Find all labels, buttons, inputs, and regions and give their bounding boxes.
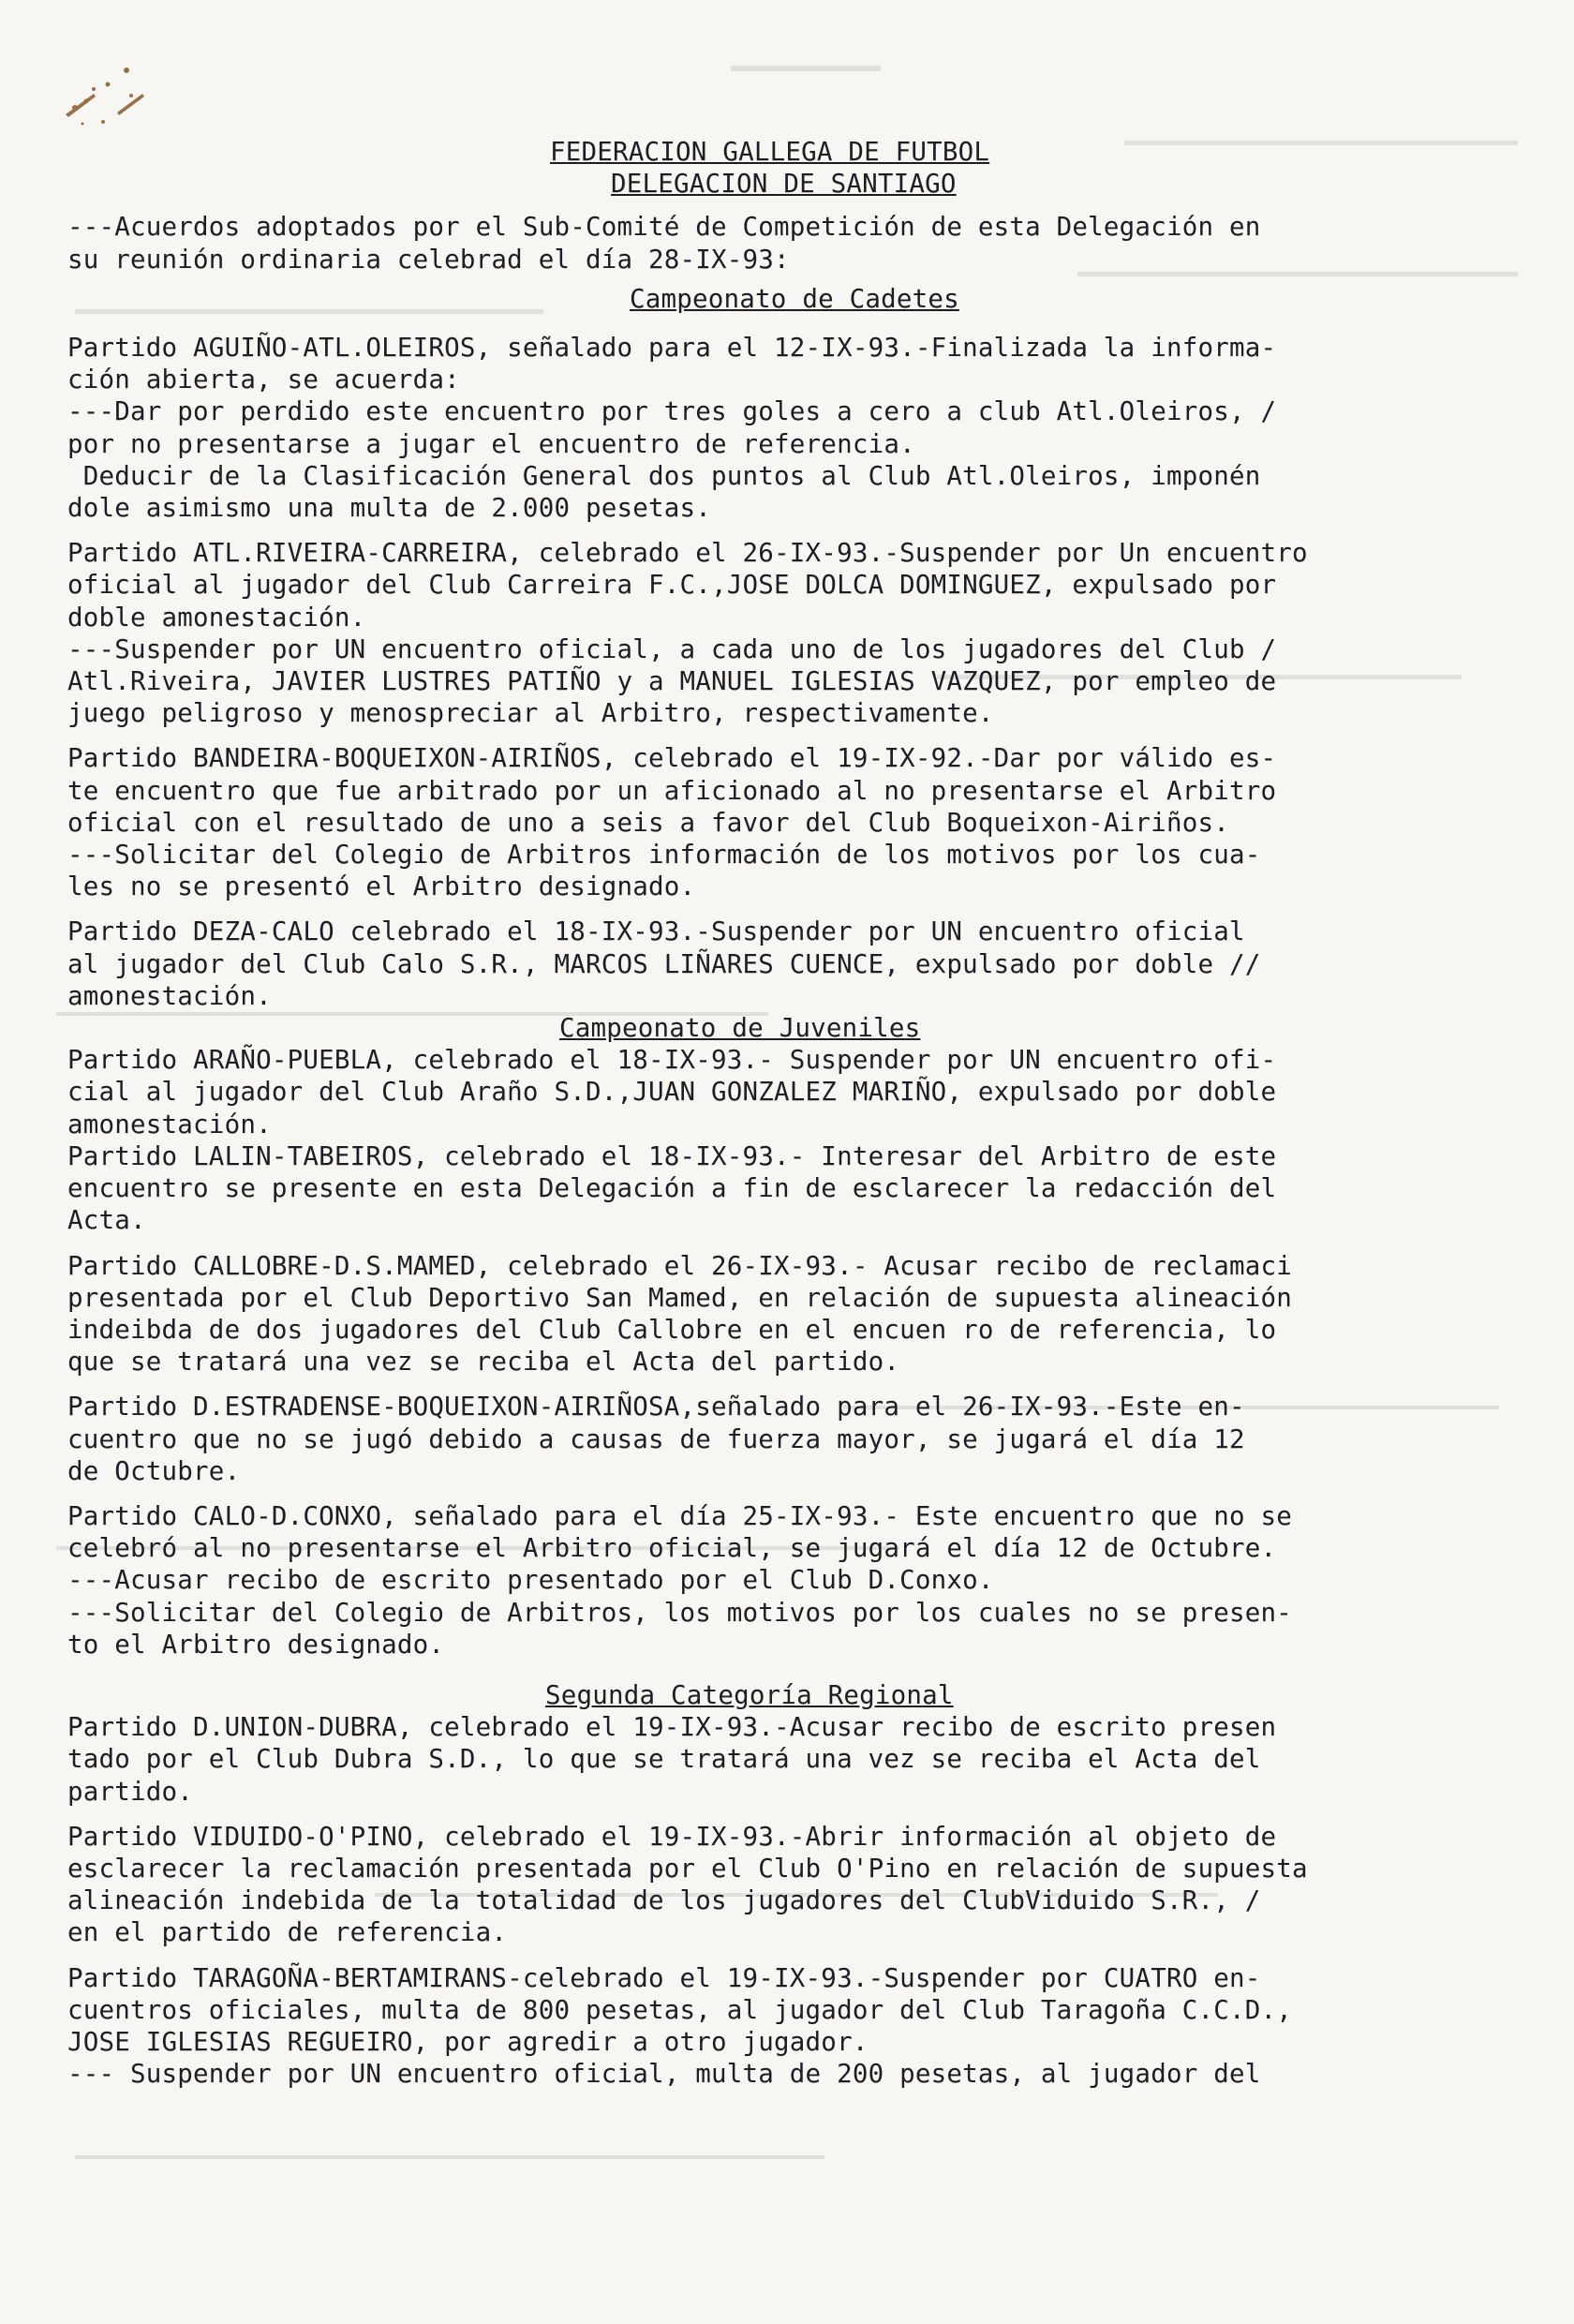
text-line: presentada por el Club Deportivo San Mamed, en relación de supuesta alineación bbox=[67, 1282, 1292, 1313]
text-line: ---Dar por perdido este encuentro por tres goles a cero a club Atl.Oleiros, / bbox=[67, 396, 1277, 427]
ruling-paragraph bbox=[67, 332, 1520, 524]
text-line: te encuentro que fue arbitrado por un aficionado al no presentarse el Arbitro bbox=[67, 775, 1277, 806]
text-line: ---Suspender por UN encuentro oficial, a cada uno de los jugadores del Club / bbox=[67, 633, 1277, 664]
text-line: Partido TARAGOÑA-BERTAMIRANS-celebrado el 19-IX-93.-Suspender por CUATRO en- bbox=[67, 1962, 1261, 1993]
text-line: partido. bbox=[67, 1776, 194, 1807]
text-line: dole asimismo una multa de 2.000 pesetas. bbox=[67, 493, 712, 524]
ruling-paragraph bbox=[67, 1500, 1520, 1661]
text-line: amonestación. bbox=[67, 980, 272, 1011]
ruling-paragraph bbox=[67, 1044, 1520, 1140]
text-line: indeibda de dos jugadores del Club Callobre en el encuen ro de referencia, lo bbox=[67, 1314, 1277, 1345]
text-line: Partido LALIN-TABEIROS, celebrado el 18-IX-93.- Interesar del Arbitro de este bbox=[67, 1140, 1277, 1171]
text-line: Partido D.ESTRADENSE-BOQUEIXON-AIRIÑOSA,señalado para el 26-IX-93.-Este en- bbox=[67, 1392, 1245, 1423]
text-line: ---Solicitar del Colegio de Arbitros información de los motivos por los cua- bbox=[67, 840, 1261, 871]
text-line: Partido D.UNION-DUBRA, celebrado el 19-IX-93.-Acusar recibo de escrito presen bbox=[67, 1712, 1277, 1743]
text-line: esclarecer la reclamación presentada por el Club O'Pino en relación de supuesta bbox=[67, 1853, 1308, 1884]
text-line: Partido AGUIÑO-ATL.OLEIROS, señalado para el 12-IX-93.-Finalizada la informa- bbox=[67, 333, 1277, 364]
text-line: cial al jugador del Club Araño S.D.,JUAN GONZALEZ MARIÑO, expulsado por doble bbox=[67, 1077, 1277, 1108]
ruling-paragraph bbox=[67, 1821, 1520, 1949]
text-line: ción abierta, se acuerda: bbox=[67, 365, 460, 395]
text-line: Partido CALO-D.CONXO, señalado para el día 25-IX-93.- Este encuentro que no se bbox=[67, 1500, 1292, 1531]
text-line: tado por el Club Dubra S.D., lo que se tratará una vez se reciba el Acta del bbox=[67, 1744, 1261, 1775]
text-line: juego peligroso y menospreciar al Arbitro, respectivamente. bbox=[67, 698, 994, 729]
text-line: que se tratará una vez se reciba el Acta del partido. bbox=[67, 1347, 900, 1378]
text-line: amonestación. bbox=[67, 1109, 272, 1140]
text-line: to el Arbitro designado. bbox=[67, 1629, 445, 1660]
text-line: oficial al jugador del Club Carreira F.C.,JOSE DOLCA DOMINGUEZ, expulsado por bbox=[67, 570, 1277, 601]
text-line: Acta. bbox=[67, 1205, 146, 1236]
section-title-segunda-regional: Segunda Categoría Regional bbox=[545, 1679, 954, 1710]
text-line: ---Acusar recibo de escrito presentado por el Club D.Conxo. bbox=[67, 1565, 994, 1596]
ink-smudge-mark bbox=[37, 37, 169, 150]
text-line: Partido ATL.RIVEIRA-CARREIRA, celebrado el 26-IX-93.-Suspender por Un encuentro bbox=[67, 538, 1308, 569]
text-line: Atl.Riveira, JAVIER LUSTRES PATIÑO y a MANUEL IGLESIAS VAZQUEZ, por empleo de bbox=[67, 666, 1277, 697]
text-line: Partido CALLOBRE-D.S.MAMED, celebrado el 26-IX-93.- Acusar recibo de reclamaci bbox=[67, 1250, 1292, 1281]
ruling-paragraph bbox=[67, 1140, 1520, 1237]
text-line: su reunión ordinaria celebrad el día 28-IX-93: bbox=[67, 244, 790, 275]
text-line: ---Acuerdos adoptados por el Sub-Comité de Competición de esta Delegación en bbox=[67, 212, 1261, 243]
text-line: al jugador del Club Calo S.R., MARCOS LIÑARES CUENCE, expulsado por doble // bbox=[67, 948, 1261, 979]
text-line: oficial con el resultado de uno a seis a favor del Club Boqueixon-Airiños. bbox=[67, 807, 1229, 838]
text-line: JOSE IGLESIAS REGUEIRO, por agredir a otro jugador. bbox=[67, 2026, 869, 2057]
federation-title: FEDERACION GALLEGA DE FUTBOL bbox=[550, 137, 990, 167]
text-line: doble amonestación. bbox=[67, 602, 366, 633]
ruling-paragraph bbox=[67, 1962, 1520, 2091]
text-line: --- Suspender por UN encuentro oficial, multa de 200 pesetas, al jugador del bbox=[67, 2059, 1261, 2090]
text-line: ---Solicitar del Colegio de Arbitros, los motivos por los cuales no se presen- bbox=[67, 1597, 1292, 1628]
text-line: cuentros oficiales, multa de 800 pesetas, al jugador del Club Taragoña C.C.D., bbox=[67, 1994, 1292, 2025]
ruling-paragraph bbox=[67, 1711, 1520, 1808]
ruling-paragraph bbox=[67, 742, 1520, 902]
text-line: Partido ARAÑO-PUEBLA, celebrado el 18-IX-93.- Suspender por UN encuentro ofi- bbox=[67, 1045, 1277, 1076]
text-line: por no presentarse a jugar el encuentro de referencia. bbox=[67, 428, 915, 459]
ruling-paragraph bbox=[67, 1391, 1520, 1487]
text-line: celebró al no presentarse el Arbitro oficial, se jugará el día 12 de Octubre. bbox=[67, 1533, 1277, 1564]
text-line: encuentro se presente en esta Delegación a fin de esclarecer la redacción del bbox=[67, 1173, 1277, 1204]
text-line: Partido VIDUIDO-O'PINO, celebrado el 19-IX-93.-Abrir información al objeto de bbox=[67, 1821, 1277, 1852]
text-line: en el partido de referencia. bbox=[67, 1917, 508, 1948]
document-body bbox=[67, 136, 1520, 2090]
delegation-title: DELEGACION DE SANTIAGO bbox=[611, 169, 957, 200]
ruling-paragraph bbox=[67, 537, 1520, 729]
text-line: Deducir de la Clasificación General dos puntos al Club Atl.Oleiros, imponén bbox=[67, 460, 1261, 491]
text-line: cuentro que no se jugó debido a causas de fuerza mayor, se jugará el día 12 bbox=[67, 1423, 1245, 1454]
text-line: de Octubre. bbox=[67, 1455, 241, 1486]
text-line: Partido DEZA-CALO celebrado el 18-IX-93.-Suspender por UN encuentro oficial bbox=[67, 916, 1245, 947]
ruling-paragraph bbox=[67, 916, 1520, 1012]
text-line: les no se presentó el Arbitro designado. bbox=[67, 872, 696, 902]
text-line: Partido BANDEIRA-BOQUEIXON-AIRIÑOS, celebrado el 19-IX-92.-Dar por válido es- bbox=[67, 743, 1277, 774]
text-line: alineación indebida de la totalidad de los jugadores del ClubViduido S.R., / bbox=[67, 1885, 1261, 1916]
section-title-cadetes: Campeonato de Cadetes bbox=[630, 283, 959, 314]
intro-paragraph bbox=[67, 211, 1520, 275]
section-title-juveniles: Campeonato de Juveniles bbox=[559, 1013, 921, 1044]
ruling-paragraph bbox=[67, 1250, 1520, 1378]
